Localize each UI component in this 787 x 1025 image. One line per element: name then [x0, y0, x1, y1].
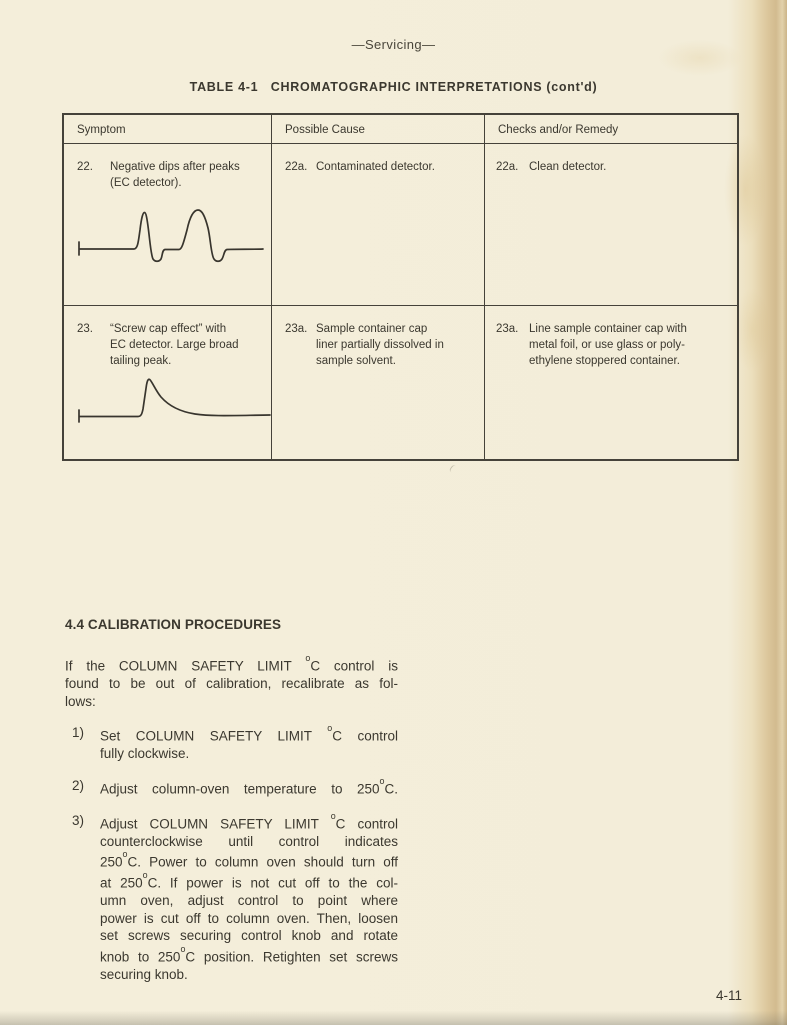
- column-header-symptom: Symptom: [64, 115, 272, 144]
- chromatogram-negative-dips-sketch: [72, 202, 268, 268]
- symptom-22-text: 22. Negative dips after peaks (EC detector).: [77, 161, 240, 189]
- remedy-23-text: 23a. Line sample container cap with metal foil, or use glass or poly- ethylene stoppered container.: [496, 323, 687, 367]
- symptom-23-text: 23. “Screw cap effect” with EC detector. Large broad tailing peak.: [77, 323, 239, 367]
- procedure-step-1: [65, 724, 398, 763]
- cause-23-number: 23a.: [285, 323, 308, 335]
- table-cell-remedy-23: [485, 306, 737, 459]
- table-cell-cause-23: [272, 306, 485, 459]
- running-header: —Servicing—: [351, 37, 436, 52]
- column-header-checks-remedy: Checks and/or Remedy: [485, 115, 737, 144]
- chromatographic-interpretations-table: [62, 113, 739, 461]
- step-3-text: Adjust COLUMN SAFETY LIMIT $^o$C control counterclockwise until control indicates 250$^o$C. Power to column oven should turn off at 250$^o$C. If power is not cut off to the col- umn oven, adjust control to point where power is cut off to column oven. Then, loosen set screws securing control knob and rotate knob to 250$^o$C position. Retighten set screws securing knob.: [100, 810, 398, 982]
- cause-23-text: 23a. Sample container cap liner partially dissolved in sample solvent.: [285, 323, 444, 367]
- step-1-number: 1): [72, 725, 85, 740]
- symptom-22-number: 22.: [77, 161, 93, 173]
- procedure-step-2: [65, 777, 398, 798]
- table-cell-symptom-22: [64, 144, 272, 306]
- page-number: 4-11: [716, 988, 743, 1003]
- step-2-number: 2): [72, 777, 85, 793]
- symptom-23-number: 23.: [77, 323, 93, 335]
- remedy-22-text: 22a. Clean detector.: [496, 161, 607, 173]
- cause-22-text: 22a. Contaminated detector.: [285, 161, 435, 173]
- remedy-22-number: 22a.: [496, 161, 519, 173]
- section-heading: 4.4 CALIBRATION PROCEDURES: [65, 617, 282, 632]
- table-cell-symptom-23: [64, 306, 272, 459]
- section-intro-paragraph: If the COLUMN SAFETY LIMIT $^o$C control is found to be out of calibration, recalibrate as fol- lows:: [65, 653, 398, 709]
- table-cell-cause-22: [272, 144, 485, 306]
- stray-pencil-mark: [449, 464, 461, 476]
- table-title: TABLE 4-1 CHROMATOGRAPHIC INTERPRETATIONS (cont'd): [189, 80, 598, 94]
- step-3-number: 3): [72, 812, 85, 828]
- step-2-text: Adjust column-oven temperature to 250$^o$C.: [100, 775, 398, 796]
- table-cell-remedy-22: [485, 144, 737, 306]
- column-header-possible-cause: Possible Cause: [272, 115, 485, 144]
- chromatogram-tailing-peak-sketch: [72, 372, 276, 432]
- procedure-step-3: [65, 812, 398, 984]
- cause-22-number: 22a.: [285, 161, 308, 173]
- remedy-23-number: 23a.: [496, 323, 519, 335]
- step-1-text: Set COLUMN SAFETY LIMIT $^o$C control fully clockwise.: [100, 723, 398, 761]
- calibration-procedures-section: [65, 617, 398, 983]
